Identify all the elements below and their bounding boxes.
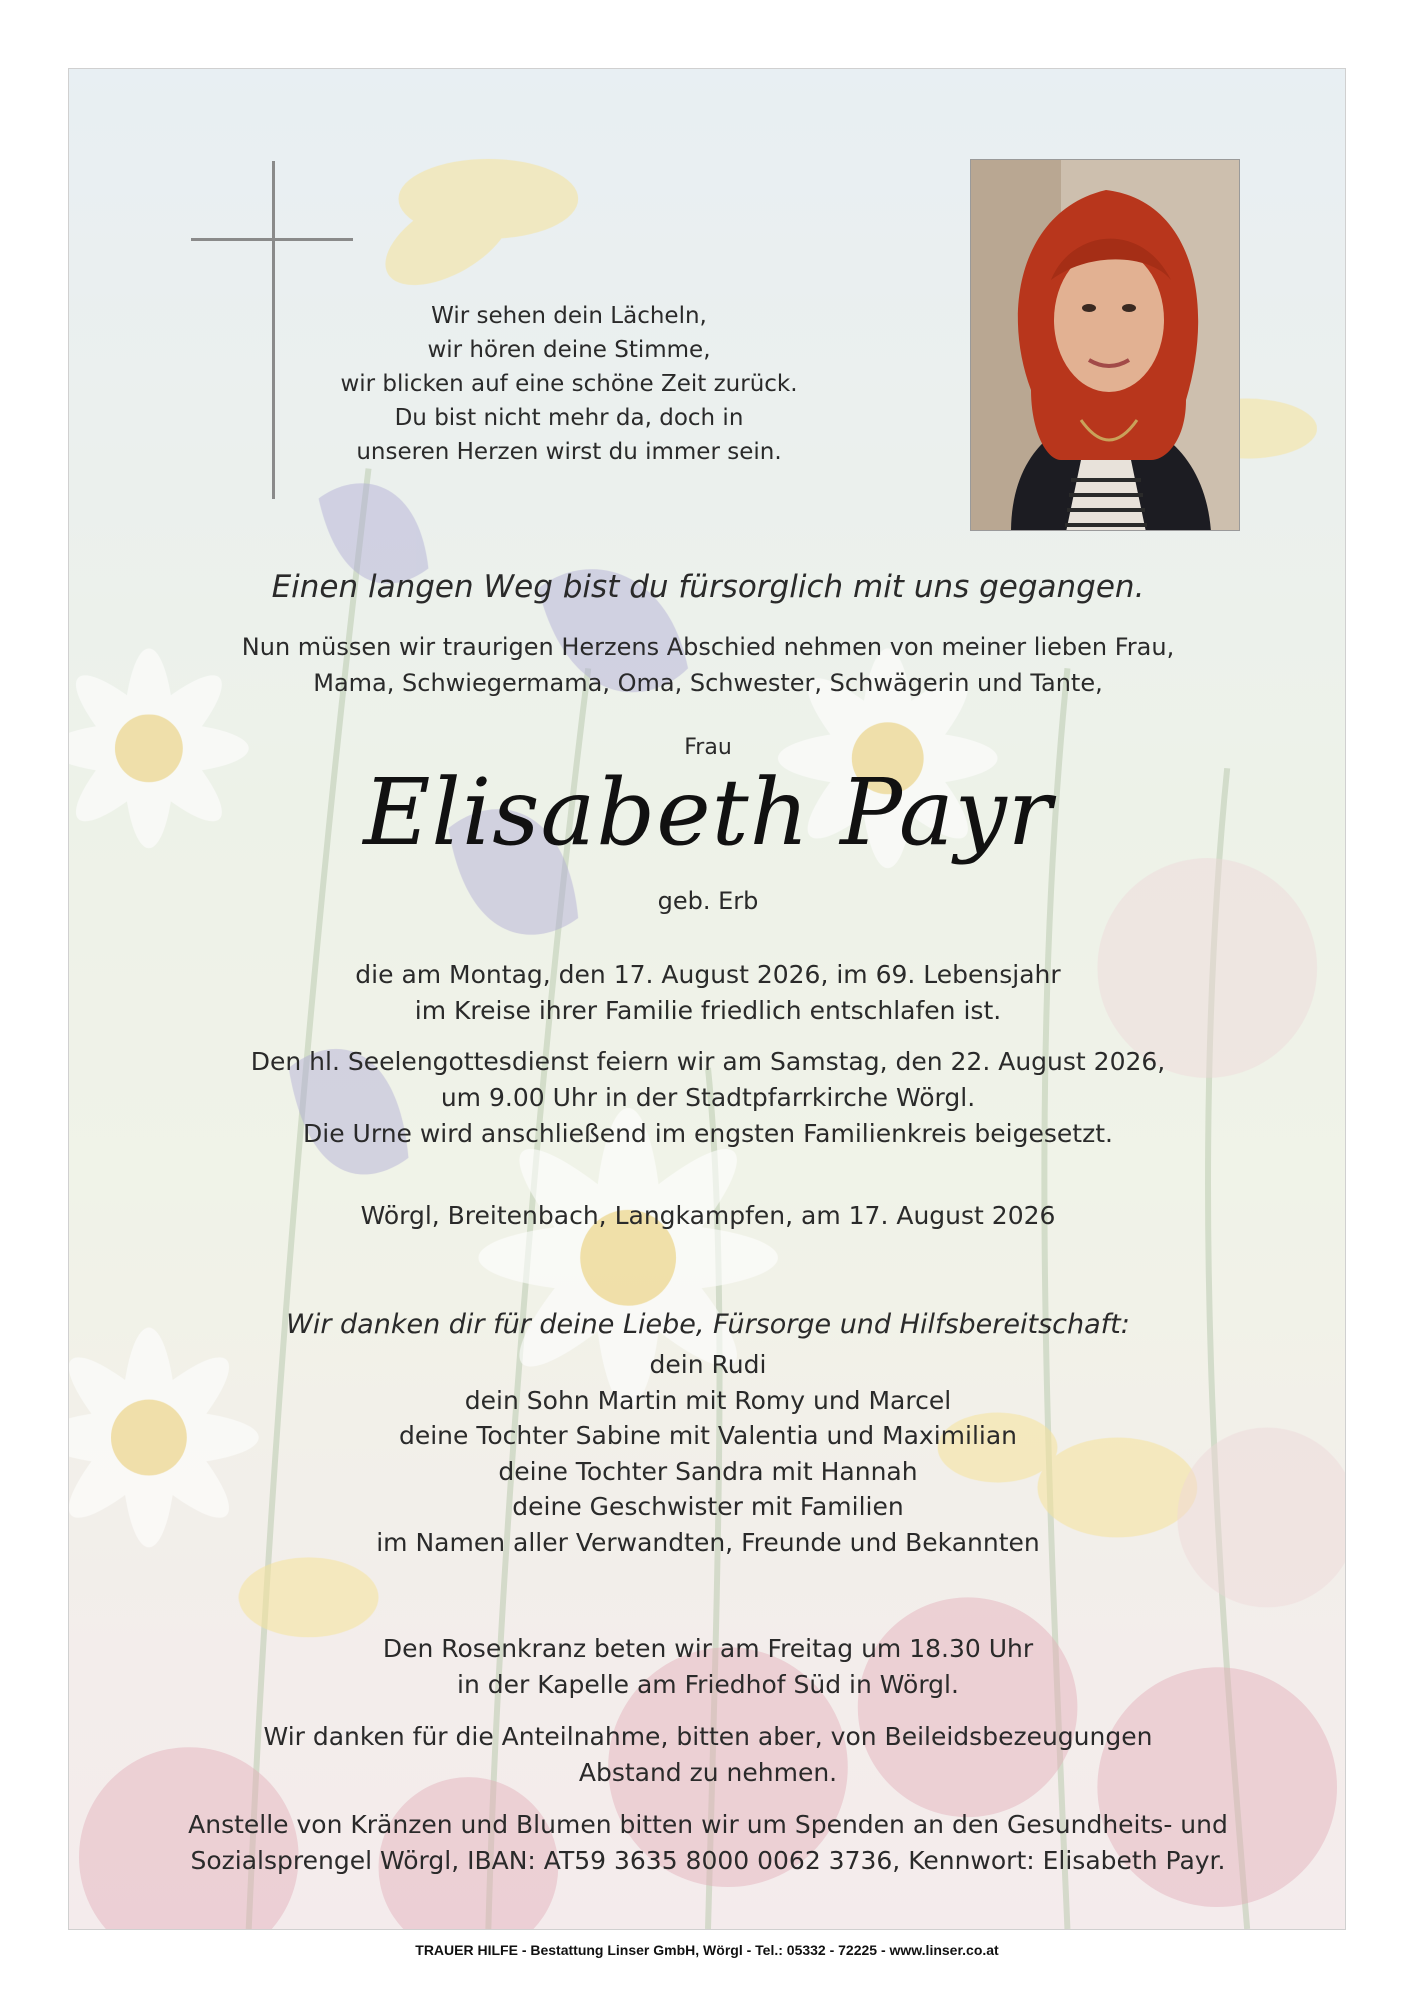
mourner-line: deine Tochter Sandra mit Hannah: [498, 1456, 918, 1486]
condolence-line: Wir danken für die Anteilnahme, bitten aber, von Beileidsbezeugungen: [263, 1722, 1153, 1751]
portrait-photo: [970, 159, 1240, 531]
donation-line: Sozialsprengel Wörgl, IBAN: AT59 3635 8000 0062 3736, Kennwort: Elisabeth Payr.: [190, 1846, 1226, 1875]
donation-notice: [69, 1807, 1346, 1879]
motto: Einen langen Weg bist du fürsorglich mit uns gegangen.: [271, 569, 1145, 605]
poem-line: wir hören deine Stimme,: [427, 337, 711, 363]
birth-name: geb. Erb: [657, 887, 759, 915]
cross-icon-bar: [191, 238, 353, 241]
mourner-line: deine Tochter Sabine mit Valentia und Maximilian: [398, 1421, 1018, 1450]
death-notice: [69, 957, 1346, 1029]
honorific: Frau: [684, 735, 732, 760]
mourner-line: im Namen aller Verwandten, Freunde und Bekannten: [376, 1527, 1040, 1557]
mourner-line: deine Geschwister mit Familien: [512, 1492, 904, 1521]
condolence-line: Abstand zu nehmen.: [578, 1758, 838, 1787]
mourner-line: dein Rudi: [649, 1350, 767, 1379]
mourners-list: [69, 1347, 1346, 1560]
donation-line: Anstelle von Kränzen und Blumen bitten wir um Spenden an den Gesundheits- und: [188, 1810, 1228, 1839]
deceased-name: Elisabeth Payr: [363, 759, 1053, 866]
poem-line: unseren Herzen wirst du immer sein.: [356, 439, 782, 465]
place-date: Wörgl, Breitenbach, Langkampfen, am 17. August 2026: [360, 1201, 1056, 1230]
service-line: Die Urne wird anschließend im engsten Familienkreis beigesetzt.: [303, 1119, 1113, 1148]
thanks-heading: Wir danken dir für deine Liebe, Fürsorge und Hilfsbereitschaft:: [286, 1309, 1130, 1340]
service-line: um 9.00 Uhr in der Stadtpfarrkirche Wörgl.: [440, 1083, 976, 1112]
poem-line: Du bist nicht mehr da, doch in: [394, 405, 744, 431]
funeral-home-footer: TRAUER HILFE - Bestattung Linser GmbH, Wörgl - Tel.: 05332 - 72225 - www.linser.co.at: [415, 1942, 999, 1958]
rosary-notice: [69, 1631, 1346, 1703]
mourner-line: dein Sohn Martin mit Romy und Marcel: [464, 1385, 952, 1415]
poem-line: wir blicken auf eine schöne Zeit zurück.: [340, 371, 798, 397]
rosary-line: Den Rosenkranz beten wir am Freitag um 18.30 Uhr: [382, 1634, 1034, 1663]
death-line: die am Montag, den 17. August 2026, im 69. Lebensjahr: [355, 960, 1061, 989]
memorial-poem: [339, 299, 799, 469]
service-line: Den hl. Seelengottesdienst feiern wir am Samstag, den 22. August 2026,: [250, 1047, 1166, 1076]
intro-line: Nun müssen wir traurigen Herzens Abschied nehmen von meiner lieben Frau,: [241, 633, 1175, 661]
cross-icon: [272, 161, 275, 499]
death-line: im Kreise ihrer Familie friedlich entschlafen ist.: [414, 996, 1002, 1025]
intro-line: Mama, Schwiegermama, Oma, Schwester, Schwägerin und Tante,: [313, 669, 1103, 697]
intro-text: [69, 629, 1346, 701]
poem-line: Wir sehen dein Lächeln,: [431, 303, 707, 329]
service-notice: [69, 1044, 1346, 1152]
condolence-notice: [69, 1719, 1346, 1791]
rosary-line: in der Kapelle am Friedhof Süd in Wörgl.: [457, 1670, 959, 1699]
obituary-card: [68, 68, 1346, 1930]
